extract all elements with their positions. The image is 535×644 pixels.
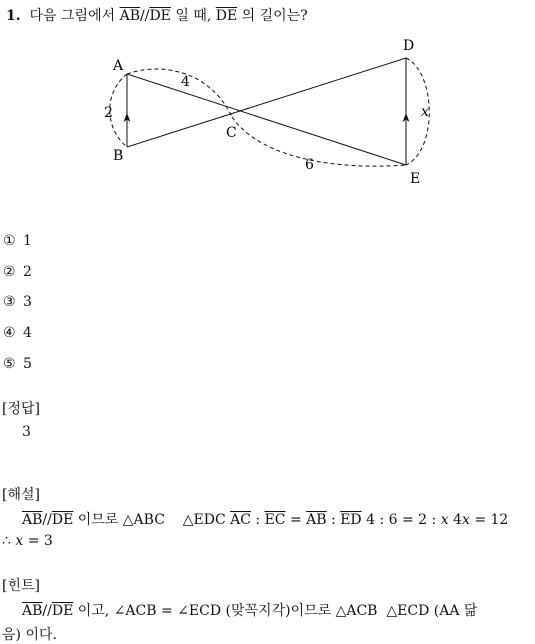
triangle-ecd: △ECD (386, 603, 430, 619)
variable-x: x (15, 533, 24, 549)
triangle-abc: △ABC (122, 512, 165, 528)
segment-ac: $\overline{AC}$ (230, 512, 251, 528)
segment-ec: $\overline{EC}$ (264, 512, 286, 528)
segment-ed: $\overline{ED}$ (340, 512, 362, 528)
choice-mark: ③ (3, 294, 16, 310)
parallel-symbol: // (42, 512, 52, 528)
hint-aa-end: 음) (2, 627, 21, 643)
hint-label: [힌트] (2, 578, 40, 594)
answer-label: [정답] (2, 401, 40, 417)
segment-a-e (127, 74, 406, 165)
answer-value: 3 (22, 424, 31, 440)
length-de: x (421, 104, 429, 120)
segment-ab: $\overline{AB}$ (119, 8, 140, 24)
choice-value: 1 (23, 233, 32, 249)
segment-de-2: $\overline{DE}$ (215, 8, 238, 24)
choice-4[interactable] (3, 325, 32, 341)
coefficient: 4 (453, 512, 462, 528)
colon: : (255, 512, 261, 528)
label-c: C (226, 125, 237, 141)
ratio: 4 : 6 = 2 : (366, 512, 437, 528)
explanation-word: 이므로 (77, 512, 119, 528)
question-text-post: 의 길이는? (241, 8, 308, 24)
segment-ab-2: $\overline{AB}$ (306, 512, 327, 528)
hint-aa: (AA 닮 (433, 603, 478, 619)
length-ce: 6 (305, 157, 314, 173)
parallel-symbol: // (42, 603, 52, 619)
choice-value: 5 (23, 356, 32, 372)
choice-3[interactable] (3, 294, 32, 310)
label-d: D (403, 38, 415, 54)
geometry-figure (0, 0, 535, 215)
angle-ecd: ∠ECD (177, 603, 222, 619)
parallel-symbol: // (140, 8, 150, 24)
triangle-edc: △EDC (182, 512, 226, 528)
segment-ab: $\overline{AB}$ (22, 512, 43, 528)
segment-de: $\overline{DE}$ (51, 512, 74, 528)
explanation-line-2 (2, 533, 53, 549)
variable-x: x (461, 512, 470, 528)
dashed-arc-ac (127, 69, 232, 117)
explanation-label: [해설] (2, 487, 40, 503)
length-ab: 2 (104, 105, 113, 121)
angle-acb: ∠ACB (113, 603, 157, 619)
choice-mark: ④ (3, 325, 16, 341)
segment-de: $\overline{DE}$ (51, 603, 74, 619)
equals-12: = 12 (474, 512, 509, 528)
choice-1[interactable] (3, 233, 32, 249)
choice-2[interactable] (3, 264, 32, 280)
hint-line-1 (22, 600, 477, 620)
hint-line-2 (2, 624, 57, 644)
question-text-pre: 다음 그림에서 (29, 8, 116, 24)
triangle-acb: △ACB (335, 603, 378, 619)
explanation-line-1 (22, 509, 508, 529)
label-b: B (113, 148, 124, 164)
result: = 3 (27, 533, 53, 549)
segment-de: $\overline{DE}$ (149, 8, 171, 24)
hint-word: 이므로 (290, 603, 332, 619)
length-ac: 4 (181, 74, 190, 90)
hint-word: 이다. (25, 627, 57, 643)
choice-mark: ① (3, 233, 16, 249)
variable-x: x (440, 512, 449, 528)
segment-b-d (127, 58, 406, 147)
hint-word: 이고, (77, 603, 110, 619)
choice-value: 3 (23, 294, 32, 310)
equals: = (161, 603, 173, 619)
choice-value: 2 (23, 264, 32, 280)
question-text-mid: 일 때, (175, 8, 212, 24)
choice-mark: ② (3, 264, 16, 280)
label-e: E (410, 171, 421, 187)
dashed-arc-ce (232, 117, 406, 166)
segment-ab: $\overline{AB}$ (22, 603, 43, 619)
hint-paren: (맞꼭지각) (225, 603, 291, 619)
choice-5[interactable] (3, 356, 32, 372)
choice-mark: ⑤ (3, 356, 16, 372)
equals: = (289, 512, 302, 528)
question-number: 1. (6, 8, 21, 24)
label-a: A (113, 58, 124, 74)
choice-value: 4 (23, 325, 32, 341)
colon: : (331, 512, 336, 528)
therefore-symbol: ∴ (2, 533, 11, 549)
